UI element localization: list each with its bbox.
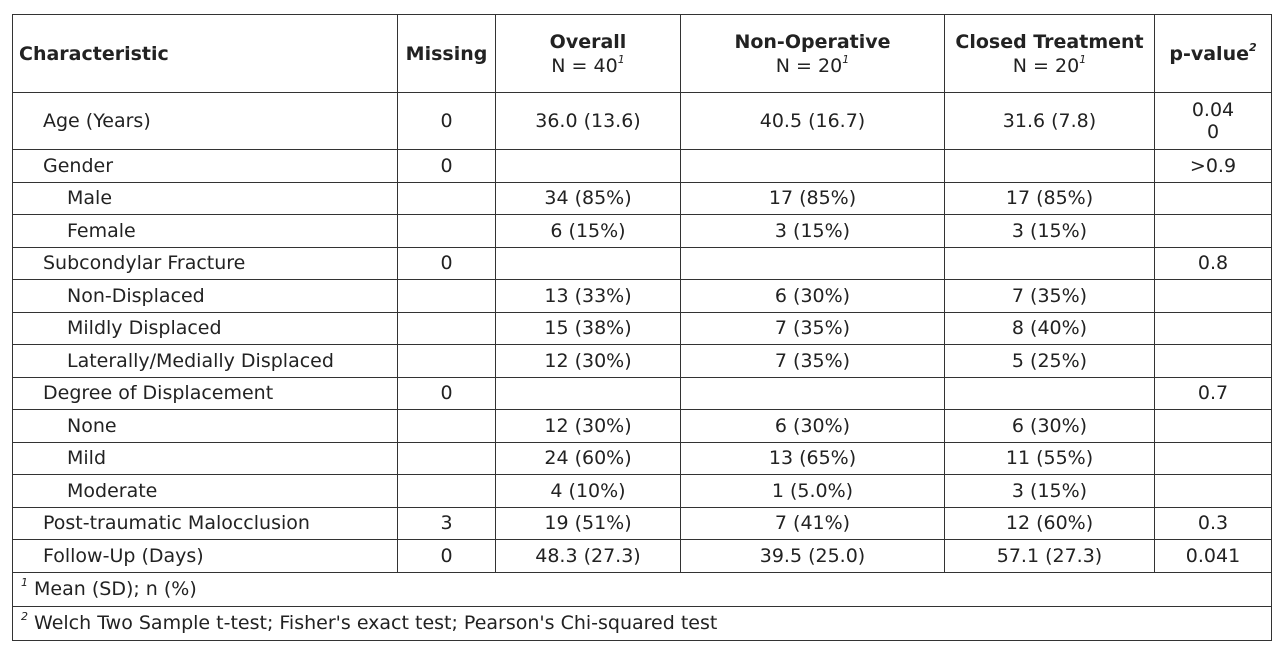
table-row — [13, 475, 1272, 508]
closed-treatment-cell: 3 (15%) — [945, 475, 1155, 508]
table-row — [13, 442, 1272, 475]
overall-cell — [496, 247, 681, 280]
row-label: Mild — [13, 442, 398, 475]
closed-treatment-cell: 12 (60%) — [945, 507, 1155, 540]
table-row — [13, 182, 1272, 215]
row-label: Mildly Displaced — [13, 312, 398, 345]
row-label: Laterally/Medially Displaced — [13, 345, 398, 378]
missing-cell — [398, 442, 496, 475]
closed-treatment-cell — [945, 247, 1155, 280]
missing-cell: 0 — [398, 150, 496, 183]
p-value-cell — [1155, 93, 1272, 150]
overall-cell — [496, 150, 681, 183]
table-row — [13, 410, 1272, 443]
table-row — [13, 215, 1272, 248]
footnote-2: $^2$ Welch Two Sample t-test; Fisher's exact test; Pearson's Chi-squared test — [13, 606, 1272, 640]
table-row — [13, 150, 1272, 183]
p-value-cell: 0.7 — [1155, 377, 1272, 410]
non-operative-cell: 39.5 (25.0) — [681, 540, 945, 573]
row-label: Subcondylar Fracture — [13, 247, 398, 280]
p-value-line-2: 0 — [1206, 121, 1220, 143]
overall-cell: 19 (51%) — [496, 507, 681, 540]
overall-cell: 6 (15%) — [496, 215, 681, 248]
overall-cell: 34 (85%) — [496, 182, 681, 215]
overall-cell: 12 (30%) — [496, 410, 681, 443]
header-non-operative: Non-Operative $N = 20^1$ — [681, 15, 945, 93]
non-operative-cell: 3 (15%) — [681, 215, 945, 248]
overall-cell: 13 (33%) — [496, 280, 681, 313]
non-operative-cell: 13 (65%) — [681, 442, 945, 475]
missing-cell — [398, 345, 496, 378]
p-value-cell — [1155, 280, 1272, 313]
overall-cell: 24 (60%) — [496, 442, 681, 475]
summary-table — [12, 14, 1272, 641]
closed-treatment-cell: 6 (30%) — [945, 410, 1155, 443]
p-value-cell: 0.3 — [1155, 507, 1272, 540]
non-operative-cell: 6 (30%) — [681, 410, 945, 443]
row-label: Moderate — [13, 475, 398, 508]
overall-cell: 48.3 (27.3) — [496, 540, 681, 573]
missing-cell: 0 — [398, 247, 496, 280]
table-row — [13, 312, 1272, 345]
missing-cell — [398, 280, 496, 313]
header-missing: Missing — [398, 15, 496, 93]
missing-cell: 0 — [398, 93, 496, 150]
closed-treatment-cell: 11 (55%) — [945, 442, 1155, 475]
non-operative-cell: 17 (85%) — [681, 182, 945, 215]
closed-treatment-cell — [945, 377, 1155, 410]
closed-treatment-cell: 8 (40%) — [945, 312, 1155, 345]
non-operative-cell: 7 (35%) — [681, 312, 945, 345]
p-value-cell — [1155, 410, 1272, 443]
closed-treatment-cell — [945, 150, 1155, 183]
row-label: Male — [13, 182, 398, 215]
row-label: Female — [13, 215, 398, 248]
p-value-cell — [1155, 312, 1272, 345]
overall-cell: 15 (38%) — [496, 312, 681, 345]
table-row — [13, 280, 1272, 313]
missing-cell: 0 — [398, 377, 496, 410]
table-body — [13, 93, 1272, 573]
p-value-cell — [1155, 182, 1272, 215]
p-value-cell — [1155, 215, 1272, 248]
header-characteristic: Characteristic — [13, 15, 398, 93]
header-overall: Overall $N = 40^1$ — [496, 15, 681, 93]
p-value-cell — [1155, 475, 1272, 508]
non-operative-cell: 7 (41%) — [681, 507, 945, 540]
table-footnotes — [13, 572, 1272, 640]
non-operative-cell — [681, 377, 945, 410]
non-operative-cell — [681, 247, 945, 280]
overall-cell: 36.0 (13.6) — [496, 93, 681, 150]
table-row — [13, 247, 1272, 280]
missing-cell — [398, 182, 496, 215]
table-row — [13, 377, 1272, 410]
table-row — [13, 93, 1272, 150]
table-row — [13, 345, 1272, 378]
header-closed-treatment: Closed Treatment $N = 20^1$ — [945, 15, 1155, 93]
overall-cell: 4 (10%) — [496, 475, 681, 508]
closed-treatment-cell: 57.1 (27.3) — [945, 540, 1155, 573]
non-operative-cell — [681, 150, 945, 183]
row-label: Post-traumatic Malocclusion — [13, 507, 398, 540]
row-label: Gender — [13, 150, 398, 183]
p-value-cell: >0.9 — [1155, 150, 1272, 183]
row-label: None — [13, 410, 398, 443]
p-value-cell: 0.8 — [1155, 247, 1272, 280]
missing-cell — [398, 410, 496, 443]
non-operative-cell: 6 (30%) — [681, 280, 945, 313]
footnote-1: $^1$ Mean (SD); n (%) — [13, 572, 1272, 606]
missing-cell — [398, 312, 496, 345]
table-header — [13, 15, 1272, 93]
closed-treatment-cell: 3 (15%) — [945, 215, 1155, 248]
missing-cell: 0 — [398, 540, 496, 573]
closed-treatment-cell: 31.6 (7.8) — [945, 93, 1155, 150]
header-p-value: p-value$^2$ — [1155, 15, 1272, 93]
row-label: Non-Displaced — [13, 280, 398, 313]
p-value-line-1: 0.04 — [1191, 99, 1235, 121]
row-label: Follow-Up (Days) — [13, 540, 398, 573]
missing-cell — [398, 475, 496, 508]
closed-treatment-cell: 17 (85%) — [945, 182, 1155, 215]
missing-cell — [398, 215, 496, 248]
closed-treatment-cell: 5 (25%) — [945, 345, 1155, 378]
non-operative-cell: 7 (35%) — [681, 345, 945, 378]
non-operative-cell: 1 (5.0%) — [681, 475, 945, 508]
missing-cell: 3 — [398, 507, 496, 540]
row-label: Age (Years) — [13, 93, 398, 150]
overall-cell — [496, 377, 681, 410]
row-label: Degree of Displacement — [13, 377, 398, 410]
non-operative-cell: 40.5 (16.7) — [681, 93, 945, 150]
p-value-cell — [1155, 442, 1272, 475]
table-row — [13, 507, 1272, 540]
p-value-cell — [1155, 345, 1272, 378]
overall-cell: 12 (30%) — [496, 345, 681, 378]
table-row — [13, 540, 1272, 573]
p-value-cell: 0.041 — [1155, 540, 1272, 573]
closed-treatment-cell: 7 (35%) — [945, 280, 1155, 313]
